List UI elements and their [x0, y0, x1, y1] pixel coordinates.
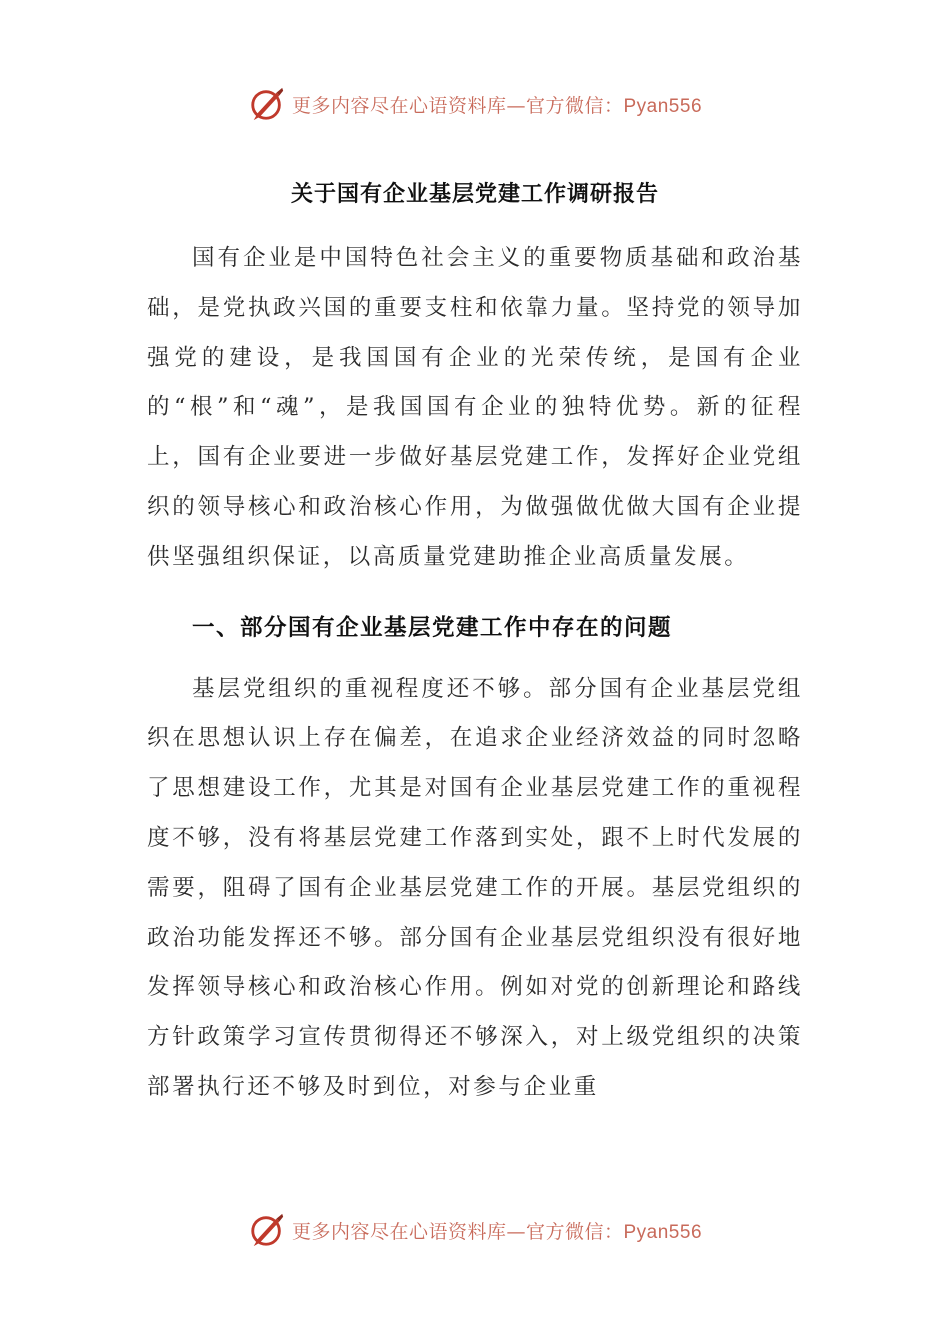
wechat-id: Pyan556 — [623, 95, 703, 117]
watermark-text — [292, 91, 702, 118]
quill-pen-logo-icon — [248, 1211, 286, 1249]
watermark-text — [292, 1217, 702, 1244]
intro-paragraph: 国有企业是中国特色社会主义的重要物质基础和政治基础，是党执政兴国的重要支柱和依靠力量。坚持党的领导加强党的建设，是我国国有企业的光荣传统，是国有企业的“根”和“魂”，是我国国有企业的独特优势。新的征程上，国有企业要进一步做好基层党建工作，发挥好企业党组织的领导核心和政治核心作用，为做强做优做大国有企业提供坚强组织保证，以高质量党建助推企业高质量发展。 — [147, 245, 803, 570]
watermark-label: 更多内容尽在心语资料库—官方微信： — [291, 1220, 624, 1243]
section-paragraph: 基层党组织的重视程度还不够。部分国有企业基层党组织在思想认识上存在偏差，在追求企业经济效益的同时忽略了思想建设工作，尤其是对国有企业基层党建工作的重视程度不够，没有将基层党建工作落到实处，跟不上时代发展的需要，阻碍了国有企业基层党建工作的开展。基层党组织的政治功能发挥还不够。部分国有企业基层党组织没有很好地发挥领导核心和政治核心作用。例如对党的创新理论和路线方针政策学习宣传贯彻得还不够深入，对上级党组织的决策部署执行还不够及时到位，对参与企业重 — [147, 675, 803, 1100]
document-body — [147, 172, 803, 1113]
document-title: 关于国有企业基层党建工作调研报告 — [290, 181, 659, 207]
quill-pen-logo-icon — [248, 85, 286, 123]
header-watermark-banner — [0, 82, 950, 126]
footer-watermark-banner — [0, 1208, 950, 1252]
section-heading: 一、部分国有企业基层党建工作中存在的问题 — [192, 614, 673, 641]
watermark-label: 更多内容尽在心语资料库—官方微信： — [291, 94, 624, 117]
wechat-id: Pyan556 — [623, 1221, 703, 1243]
